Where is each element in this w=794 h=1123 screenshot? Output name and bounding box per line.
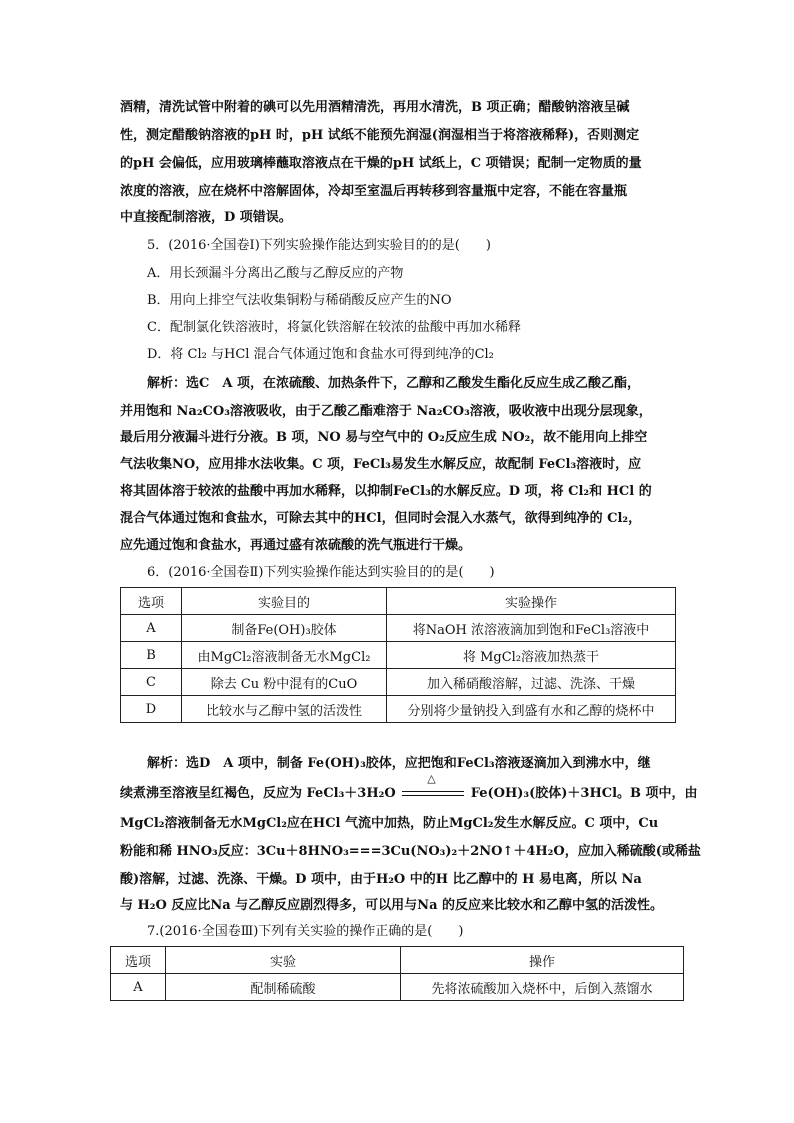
q5-analysis-line-6: 混合气体通过饱和食盐水，可除去其中的HCl，但同时会混入水蒸气，欲得到纯净的 Cl₂， [120, 511, 642, 526]
q6-analysis-line-1: 解析：选D A 项中，制备 Fe(OH)₃胶体，应把饱和FeCl₃溶液逐滴加入到沸水中，继 [147, 756, 651, 771]
q5-analysis-line-1: 解析：选C A 项，在浓硫酸、加热条件下，乙醇和乙酸发生酯化反应生成乙酸乙酯， [147, 376, 640, 391]
table-row [121, 696, 676, 723]
table-cell: 配制稀硫酸 [166, 974, 401, 1001]
intro-line-1: 酒精，清洗试管中附着的碘可以先用酒精清洗，再用水清洗，B 项正确；醋酸钠溶液呈碱 [120, 100, 630, 115]
table-cell: A [111, 974, 166, 1001]
table-row [121, 615, 676, 642]
table-cell: C [121, 669, 182, 696]
table-cell: 制备Fe(OH)₃胶体 [182, 615, 387, 642]
intro-line-4: 浓度的溶液，应在烧杯中溶解固体，冷却至室温后再转移到容量瓶中定容，不能在容量瓶 [120, 184, 628, 199]
table-row [111, 974, 684, 1001]
table-cell: 分别将少量钠投入到盛有水和乙醇的烧杯中 [387, 696, 676, 723]
q6-analysis-line-3: 粉能和稀 HNO₃反应：3Cu＋8HNO₃===3Cu(NO₃)₂＋2NO↑＋4H₂O，应加入稀硫酸(或稀盐 [120, 844, 701, 859]
heat-triangle-icon: △ [427, 772, 436, 785]
intro-line-5: 中直接配制溶液，D 项错误。 [120, 210, 292, 225]
table-header-cell: 选项 [121, 588, 182, 615]
equation-right: Fe(OH)₃(胶体)＋3HCl。B 项中，由 [470, 786, 698, 801]
q7-stem: 7.(2016·全国卷Ⅲ)下列有关实验的操作正确的是( ) [147, 924, 464, 939]
q5-option-c: C．配制氯化铁溶液时，将氯化铁溶解在较浓的盐酸中再加水稀释 [147, 320, 521, 335]
q5-option-d: D．将 Cl₂ 与HCl 混合气体通过饱和食盐水可得到纯净的Cl₂ [147, 347, 494, 362]
table-cell: 除去 Cu 粉中混有的CuO [182, 669, 387, 696]
table-header-row [121, 588, 676, 615]
q5-option-a: A．用长颈漏斗分离出乙酸与乙醇反应的产物 [147, 266, 404, 281]
intro-line-2: 性，测定醋酸钠溶液的pH 时，pH 试纸不能预先润湿(润湿相当于将溶液稀释)，否则测定 [120, 128, 640, 143]
q6-analysis-line-4: 酸)溶解，过滤、洗涤、干燥。D 项中，由于H₂O 中的H 比乙醇中的 H 易电离，所以 Na [120, 872, 642, 887]
table-header-cell: 实验操作 [387, 588, 676, 615]
table-cell: 加入稀硝酸溶解，过滤、洗涤、干燥 [387, 669, 676, 696]
table-header-row [111, 947, 684, 974]
intro-line-3: 的pH 会偏低，应用玻璃棒蘸取溶液点在干燥的pH 试纸上，C 项错误；配制一定物质的量 [120, 156, 642, 171]
q7-table [110, 946, 684, 1001]
heat-equals-sign [400, 772, 466, 801]
double-line-icon [402, 791, 464, 796]
q5-analysis-line-5: 将其固体溶于较浓的盐酸中再加水稀释，以抑制FeCl₃的水解反应。D 项，将 Cl₂和 HCl 的 [120, 484, 652, 499]
q5-option-b: B．用向上排空气法收集铜粉与稀硝酸反应产生的NO [147, 293, 452, 308]
table-header-cell: 选项 [111, 947, 166, 974]
table-cell: 先将浓硫酸加入烧杯中，后倒入蒸馏水 [401, 974, 684, 1001]
equation-left: 续煮沸至溶液呈红褐色，反应为 FeCl₃＋3H₂O [120, 786, 396, 801]
table-header-cell: 实验目的 [182, 588, 387, 615]
q5-analysis-line-3: 最后用分液漏斗进行分液。B 项，NO 易与空气中的 O₂反应生成 NO₂，故不能用向上排空 [120, 430, 648, 445]
q6-analysis-line-5: 与 H₂O 反应比Na 与乙醇反应剧烈得多，可以用与Na 的反应来比较水和乙醇中氢的活泼性。 [120, 898, 664, 913]
table-cell: 比较水与乙醇中氢的活泼性 [182, 696, 387, 723]
q6-table [120, 587, 676, 723]
table-row [121, 669, 676, 696]
table-cell: A [121, 615, 182, 642]
table-cell: D [121, 696, 182, 723]
q6-equation-line [120, 772, 698, 801]
q5-stem: 5．(2016·全国卷Ⅰ)下列实验操作能达到实验目的的是( ) [147, 238, 491, 253]
q5-analysis-line-2: 并用饱和 Na₂CO₃溶液吸收，由于乙酸乙酯难溶于 Na₂CO₃溶液，吸收液中出现分层现象， [120, 404, 652, 419]
table-cell: 由MgCl₂溶液制备无水MgCl₂ [182, 642, 387, 669]
table-header-cell: 实验 [166, 947, 401, 974]
table-row [121, 642, 676, 669]
q5-analysis-line-4: 气法收集NO，应用排水法收集。C 项，FeCl₃易发生水解反应，故配制 FeCl₃溶液时，应 [120, 457, 642, 472]
q5-analysis-line-7: 应先通过饱和食盐水，再通过盛有浓硫酸的洗气瓶进行干燥。 [120, 538, 472, 553]
q6-stem: 6．(2016·全国卷Ⅱ)下列实验操作能达到实验目的的是( ) [147, 565, 495, 580]
table-header-cell: 操作 [401, 947, 684, 974]
q6-analysis-line-2: MgCl₂溶液制备无水MgCl₂应在HCl 气流中加热，防止MgCl₂发生水解反应。C 项中，Cu [120, 816, 659, 831]
table-cell: 将 MgCl₂溶液加热蒸干 [387, 642, 676, 669]
table-cell: 将NaOH 浓溶液滴加到饱和FeCl₃溶液中 [387, 615, 676, 642]
table-cell: B [121, 642, 182, 669]
